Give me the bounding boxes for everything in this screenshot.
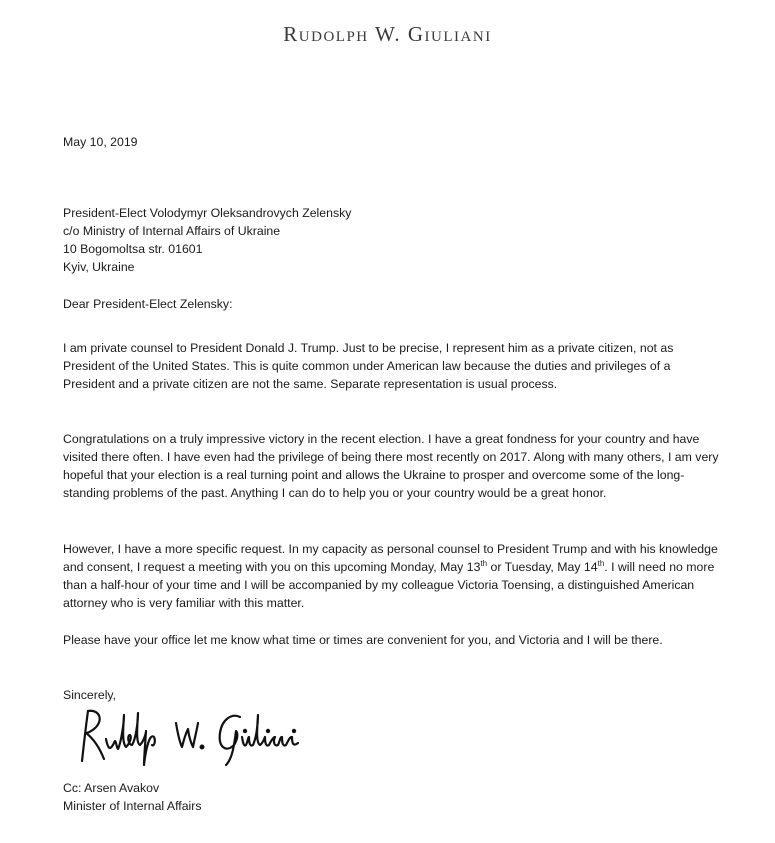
address-line: c/o Ministry of Internal Affairs of Ukraine	[63, 224, 281, 238]
handwritten-signature	[74, 703, 334, 773]
cc-title: Minister of Internal Affairs	[63, 799, 202, 813]
salutation: Dear President-Elect Zelensky:	[63, 297, 233, 311]
ordinal-suffix: th	[597, 558, 605, 568]
letterhead-name: Rudolph W. Giuliani	[283, 22, 492, 46]
paragraph-meeting-request	[63, 540, 723, 612]
recipient-address	[63, 204, 723, 276]
paragraph-text: or Tuesday, May 14	[487, 560, 598, 574]
paragraph-text: . I will need no more than a half-hour of your time and I will be accompanied by my colleague Victoria Toensing, a distinguished American attorney who is very familiar with this matter.	[63, 560, 715, 610]
ordinal-suffix: th	[480, 558, 488, 568]
paragraph-counsel: I am private counsel to President Donald J. Trump. Just to be precise, I represent him as a private citizen, not as President of the United States. This is quite common under American law because the duties and privileges of a President and a private citizen are not the same. Separate representation is usual process.	[63, 341, 674, 391]
address-line: Kyiv, Ukraine	[63, 260, 135, 274]
paragraph-congratulations: Congratulations on a truly impressive victory in the recent election. I have a great fondness for your country and have visited there often. I have even had the privilege of being there most recently on 2017. Along with many others, I am very hopeful that your election is a real turning point and allows the Ukraine to prosper and overcome some of the long-standing problems of the past. Anything I can do to help you or your country would be a great honor.	[63, 432, 719, 500]
address-line: President-Elect Volodymyr Oleksandrovych Zelensky	[63, 206, 352, 220]
closing: Sincerely,	[63, 688, 117, 702]
carbon-copy	[63, 779, 723, 815]
cc-recipient: Cc: Arsen Avakov	[63, 781, 160, 795]
paragraph-text: However, I have a more specific request. In my capacity as personal counsel to President Trump and with his knowledge and consent, I request a meeting with you on this upcoming Monday, May 13	[63, 542, 718, 574]
paragraph-scheduling: Please have your office let me know what time or times are convenient for you, and Victoria and I will be there.	[63, 633, 663, 647]
address-line: 10 Bogomoltsa str. 01601	[63, 242, 203, 256]
letter-date: May 10, 2019	[63, 135, 138, 149]
